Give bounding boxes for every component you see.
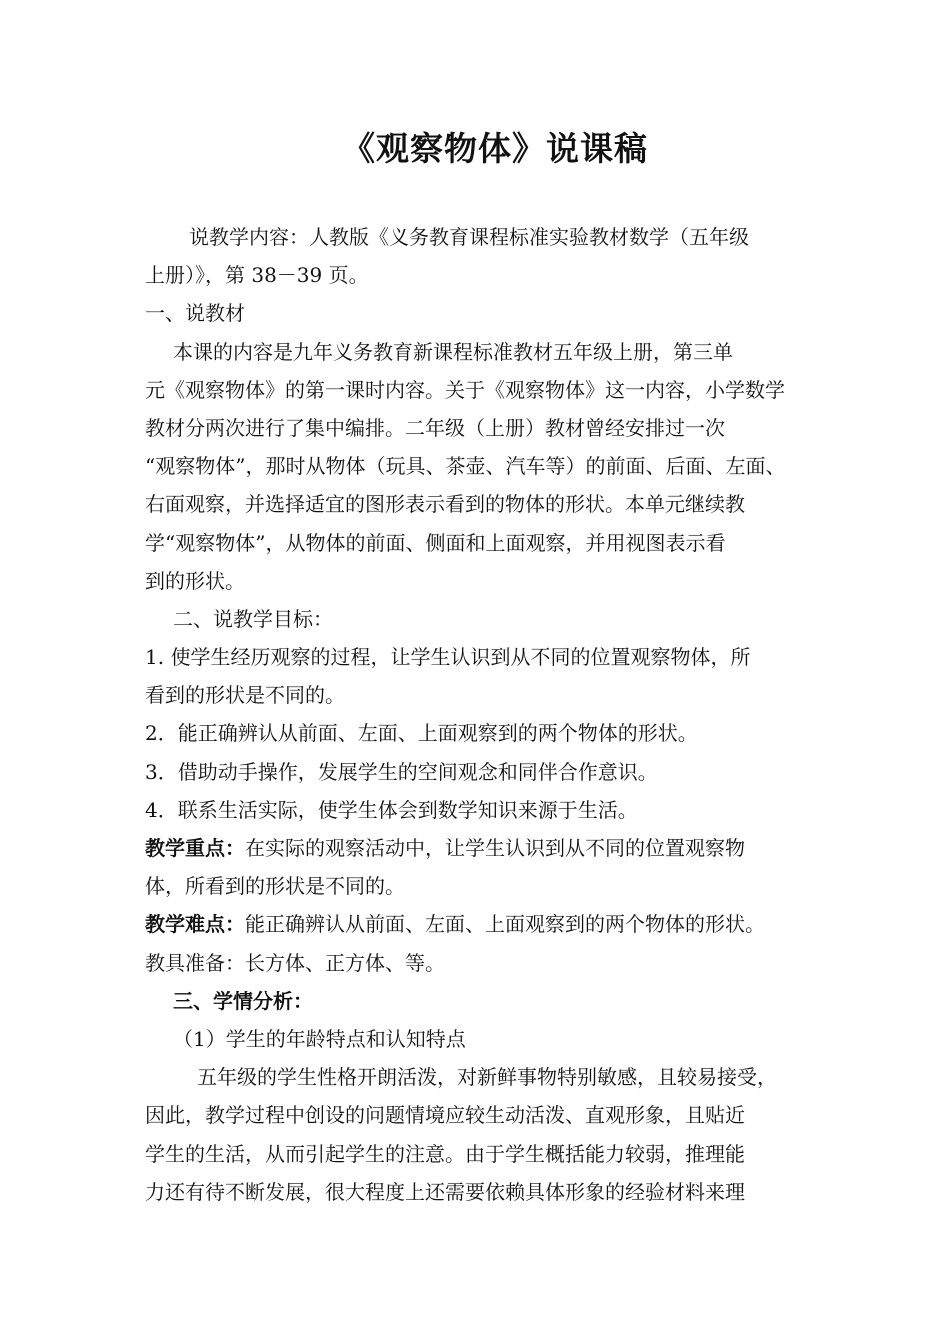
subsection-heading: （1）学生的年龄特点和认知特点 bbox=[173, 1026, 466, 1051]
list-item: 2．能正确辨认从前面、左面、上面观察到的两个物体的形状。 bbox=[145, 721, 698, 746]
paragraph-line: 因此，教学过程中创设的问题情境应较生动活泼、直观形象，且贴近 bbox=[145, 1103, 745, 1128]
paragraph-line: 学生的生活，从而引起学生的注意。由于学生概括能力较弱，推理能 bbox=[145, 1141, 745, 1166]
key-point-label: 教学重点： bbox=[145, 836, 245, 860]
paragraph-line: 元《观察物体》的第一课时内容。关于《观察物体》这一内容，小学数学 bbox=[145, 377, 785, 402]
document-body bbox=[145, 218, 825, 1211]
paragraph-line: 力还有待不断发展，很大程度上还需要依赖具体形象的经验材料来理 bbox=[145, 1179, 745, 1204]
section-heading: 一、说教材 bbox=[145, 301, 245, 326]
list-item: 1. 使学生经历观察的过程，让学生认识到从不同的位置观察物体，所 bbox=[145, 645, 751, 670]
paragraph-line: 本课的内容是九年义务教育新课程标准教材五年级上册，第三单 bbox=[173, 339, 733, 364]
paragraph-line: 说教学内容：人教版《义务教育课程标准实验教材数学（五年级 bbox=[189, 225, 749, 249]
paragraph-line: 右面观察，并选择适宜的图形表示看到的物体的形状。本单元继续教 bbox=[145, 492, 745, 517]
key-point-line bbox=[145, 829, 825, 867]
paragraph-line: 五年级的学生性格开朗活泼，对新鲜事物特别敏感，且较易接受， bbox=[197, 1065, 777, 1090]
paragraph-line: 上册）》，第 38－39 页。 bbox=[145, 263, 369, 288]
paragraph-line: 教材分两次进行了集中编排。二年级（上册）教材曾经安排过一次 bbox=[145, 415, 725, 440]
paragraph-line: 学“观察物体”，从物体的前面、侧面和上面观察，并用视图表示看 bbox=[145, 530, 726, 555]
list-item: 4．联系生活实际，使学生体会到数学知识来源于生活。 bbox=[145, 797, 638, 822]
document-title: 《观察物体》说课稿 bbox=[342, 129, 648, 168]
difficulty-text: 能正确辨认从前面、左面、上面观察到的两个物体的形状。 bbox=[245, 912, 765, 937]
list-item: 3．借助动手操作，发展学生的空间观念和同伴合作意识。 bbox=[145, 759, 658, 784]
paragraph-line: 体，所看到的形状是不同的。 bbox=[145, 874, 405, 899]
key-point-text: 在实际的观察活动中，让学生认识到从不同的位置观察物 bbox=[245, 836, 745, 860]
difficulty-label: 教学难点： bbox=[145, 912, 245, 937]
difficulty-line bbox=[145, 905, 825, 943]
paragraph-line: “观察物体”，那时从物体（玩具、茶壶、汽车等）的前面、后面、左面、 bbox=[145, 454, 786, 479]
section-heading: 三、学情分析： bbox=[173, 988, 313, 1013]
paragraph-line: 教具准备：长方体、正方体、等。 bbox=[145, 950, 445, 975]
list-item-continuation: 看到的形状是不同的。 bbox=[145, 683, 345, 708]
paragraph-line: 到的形状。 bbox=[145, 568, 245, 593]
section-heading: 二、说教学目标： bbox=[173, 606, 333, 631]
